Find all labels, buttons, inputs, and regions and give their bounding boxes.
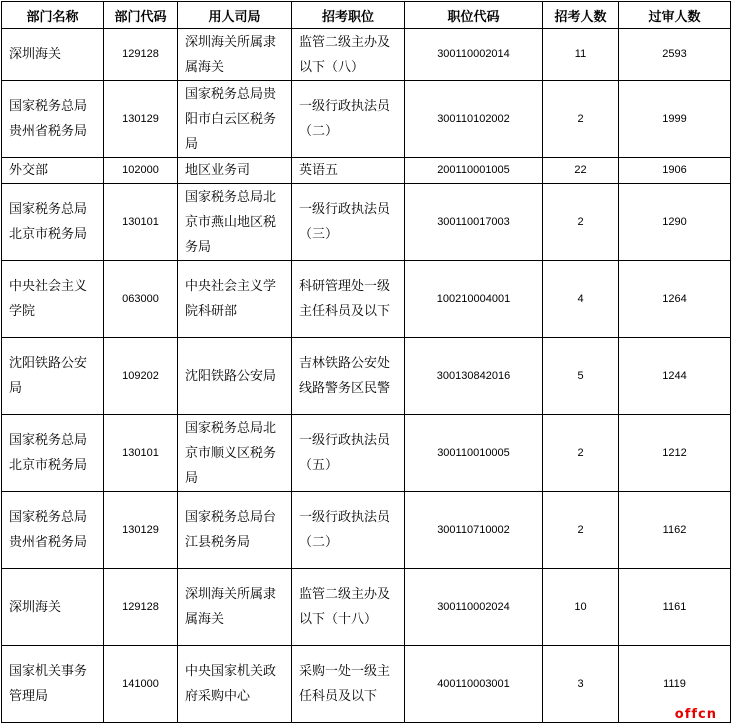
header-position: 招考职位 — [292, 2, 405, 29]
dept-code-cell: 102000 — [104, 158, 178, 184]
position-code-cell: 300110010005 — [405, 415, 543, 492]
position-code-cell: 300130842016 — [405, 338, 543, 415]
dept-cell: 国家税务总局北京市税务局 — [2, 184, 104, 261]
bureau-cell: 深圳海关所属隶属海关 — [178, 29, 292, 81]
quota-cell: 2 — [543, 184, 619, 261]
bureau-cell: 沈阳铁路公安局 — [178, 338, 292, 415]
passed-cell: 1162 — [619, 492, 731, 569]
dept-code-cell: 130101 — [104, 184, 178, 261]
passed-cell: 1264 — [619, 261, 731, 338]
header-passed: 过审人数 — [619, 2, 731, 29]
position-cell: 监管二级主办及以下（十八） — [292, 569, 405, 646]
bureau-cell: 中央国家机关政府采购中心 — [178, 646, 292, 723]
quota-cell: 5 — [543, 338, 619, 415]
table-row — [2, 646, 731, 723]
position-code-cell: 300110002024 — [405, 569, 543, 646]
passed-cell: 1212 — [619, 415, 731, 492]
bureau-cell: 中央社会主义学院科研部 — [178, 261, 292, 338]
bureau-cell: 国家税务总局台江县税务局 — [178, 492, 292, 569]
position-cell: 科研管理处一级主任科员及以下 — [292, 261, 405, 338]
dept-code-cell: 130129 — [104, 492, 178, 569]
position-cell: 吉林铁路公安处线路警务区民警 — [292, 338, 405, 415]
header-row — [2, 2, 731, 29]
dept-cell: 深圳海关 — [2, 569, 104, 646]
position-cell: 监管二级主办及以下（八） — [292, 29, 405, 81]
position-code-cell: 400110003001 — [405, 646, 543, 723]
quota-cell: 2 — [543, 415, 619, 492]
header-dept: 部门名称 — [2, 2, 104, 29]
table-row — [2, 492, 731, 569]
table-row — [2, 184, 731, 261]
bureau-cell: 国家税务总局北京市顺义区税务局 — [178, 415, 292, 492]
dept-cell: 国家税务总局北京市税务局 — [2, 415, 104, 492]
bureau-cell: 地区业务司 — [178, 158, 292, 184]
bureau-cell: 国家税务总局贵阳市白云区税务局 — [178, 81, 292, 158]
table-row — [2, 415, 731, 492]
dept-cell: 国家税务总局贵州省税务局 — [2, 492, 104, 569]
position-cell: 一级行政执法员（二） — [292, 81, 405, 158]
position-code-cell: 300110710002 — [405, 492, 543, 569]
dept-cell: 国家税务总局贵州省税务局 — [2, 81, 104, 158]
dept-code-cell: 129128 — [104, 569, 178, 646]
position-cell: 一级行政执法员（二） — [292, 492, 405, 569]
table-row — [2, 569, 731, 646]
table-row — [2, 158, 731, 184]
bureau-cell: 国家税务总局北京市燕山地区税务局 — [178, 184, 292, 261]
quota-cell: 22 — [543, 158, 619, 184]
position-code-cell: 200110001005 — [405, 158, 543, 184]
quota-cell: 4 — [543, 261, 619, 338]
dept-cell: 国家机关事务管理局 — [2, 646, 104, 723]
position-code-cell: 300110002014 — [405, 29, 543, 81]
dept-cell: 外交部 — [2, 158, 104, 184]
passed-cell: 1290 — [619, 184, 731, 261]
passed-cell: 1119 — [619, 646, 731, 723]
dept-cell: 深圳海关 — [2, 29, 104, 81]
dept-code-cell: 141000 — [104, 646, 178, 723]
header-dept-code: 部门代码 — [104, 2, 178, 29]
dept-code-cell: 063000 — [104, 261, 178, 338]
dept-code-cell: 109202 — [104, 338, 178, 415]
position-cell: 一级行政执法员（三） — [292, 184, 405, 261]
dept-code-cell: 130129 — [104, 81, 178, 158]
passed-cell: 2593 — [619, 29, 731, 81]
passed-cell: 1244 — [619, 338, 731, 415]
position-cell: 英语五 — [292, 158, 405, 184]
quota-cell: 3 — [543, 646, 619, 723]
position-cell: 采购一处一级主任科员及以下 — [292, 646, 405, 723]
dept-code-cell: 130101 — [104, 415, 178, 492]
header-quota: 招考人数 — [543, 2, 619, 29]
table-row — [2, 261, 731, 338]
dept-code-cell: 129128 — [104, 29, 178, 81]
position-cell: 一级行政执法员（五） — [292, 415, 405, 492]
table-row — [2, 81, 731, 158]
passed-cell: 1161 — [619, 569, 731, 646]
table-row — [2, 29, 731, 81]
quota-cell: 2 — [543, 81, 619, 158]
passed-cell: 1906 — [619, 158, 731, 184]
header-bureau: 用人司局 — [178, 2, 292, 29]
position-code-cell: 300110102002 — [405, 81, 543, 158]
header-position-code: 职位代码 — [405, 2, 543, 29]
position-code-cell: 300110017003 — [405, 184, 543, 261]
offcn-watermark: offcn — [674, 707, 717, 722]
dept-cell: 中央社会主义学院 — [2, 261, 104, 338]
table-row — [2, 338, 731, 415]
bureau-cell: 深圳海关所属隶属海关 — [178, 569, 292, 646]
quota-cell: 2 — [543, 492, 619, 569]
recruitment-table — [1, 1, 731, 723]
dept-cell: 沈阳铁路公安局 — [2, 338, 104, 415]
quota-cell: 11 — [543, 29, 619, 81]
quota-cell: 10 — [543, 569, 619, 646]
position-code-cell: 100210004001 — [405, 261, 543, 338]
passed-cell: 1999 — [619, 81, 731, 158]
